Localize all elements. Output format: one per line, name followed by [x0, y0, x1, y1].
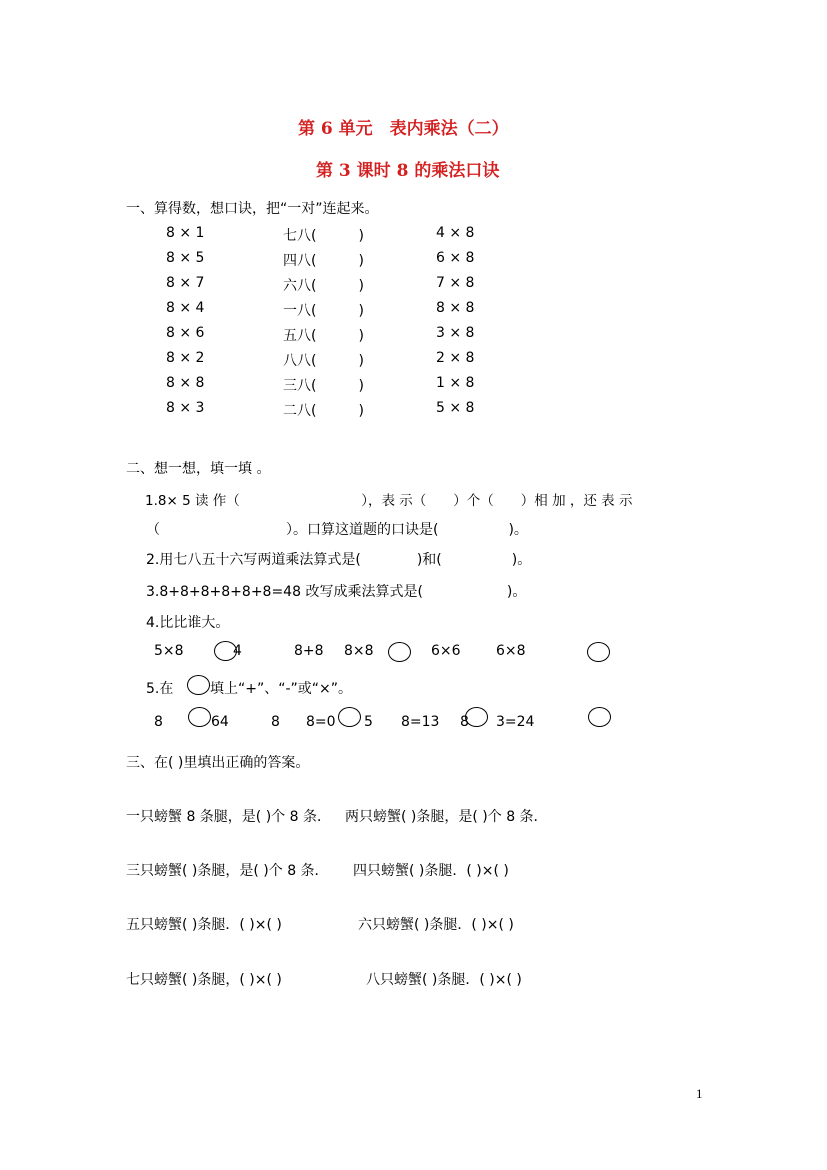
section-2-heading: 二、想一想，填一填 。 [126, 461, 271, 477]
crab-question: 七只螃蟹( )条腿，( )×( ) [126, 972, 282, 988]
question-2: 2.用七八五十六写两道乘法算式是( )和( )。 [146, 552, 532, 568]
section-3-heading: 三、在( )里填出正确的答案。 [126, 755, 310, 771]
expression: 8 × 7 [166, 275, 205, 291]
operand: 8 [460, 714, 469, 730]
question-5-prefix: 5.在 [146, 681, 174, 697]
crab-question: 两只螃蟹( )条腿，是( )个 8 条． [345, 809, 548, 825]
lesson-subtitle: 第 3 课时 8 的乘法口诀 [316, 161, 500, 181]
question-1-line-2: （ ）。口算这道题的口诀是( )。 [146, 522, 528, 538]
section-1-heading: 一、算得数，想口诀，把“一对”连起来。 [126, 201, 379, 217]
compare-circle-blank[interactable] [388, 642, 411, 662]
example-circle [187, 675, 210, 695]
expression: 8 × 5 [166, 250, 205, 266]
verse-blank[interactable]: 三八( ) [283, 378, 364, 394]
expression: 8 × 6 [166, 325, 205, 341]
compare-term: 6×6 [431, 643, 461, 659]
verse-blank[interactable]: 四八( ) [283, 253, 364, 269]
operand: 5 [364, 714, 373, 730]
expression: 8 × 8 [436, 300, 475, 316]
crab-question: 三只螃蟹( )条腿，是( )个 8 条． [126, 863, 329, 879]
question-4: 4.比比谁大。 [146, 615, 230, 631]
expression: 3 × 8 [436, 325, 475, 341]
crab-question: 一只螃蟹 8 条腿，是( )个 8 条． [126, 809, 331, 825]
page-number: 1 [696, 1086, 703, 1101]
verse-blank[interactable]: 一八( ) [283, 303, 364, 319]
operand: 64 [211, 714, 229, 730]
question-1-line-1: 1.8× 5 读 作（ ），表 示（ ）个（ ）相 加 ，还 表 示 [145, 493, 633, 509]
crab-question: 五只螃蟹( )条腿．( )×( ) [126, 917, 282, 933]
verse-blank[interactable]: 五八( ) [283, 328, 364, 344]
expression: 1 × 8 [436, 375, 475, 391]
question-3: 3.8+8+8+8+8+8=48 改写成乘法算式是( )。 [146, 584, 527, 600]
expression: 4 × 8 [436, 225, 475, 241]
crab-question: 四只螃蟹( )条腿．( )×( ) [353, 863, 509, 879]
expression: 7 × 8 [436, 275, 475, 291]
operand: 3=24 [496, 714, 535, 730]
expression: 2 × 8 [436, 350, 475, 366]
expression: 8 × 1 [166, 225, 205, 241]
expression: 5 × 8 [436, 400, 475, 416]
expression: 8 × 3 [166, 400, 205, 416]
expression: 6 × 8 [436, 250, 475, 266]
question-5-suffix: 填上“+”、“-”或“×”。 [210, 681, 353, 697]
verse-blank[interactable]: 二八( ) [283, 403, 364, 419]
expression: 8 × 4 [166, 300, 205, 316]
crab-question: 六只螃蟹( )条腿．( )×( ) [358, 917, 514, 933]
operator-circle-blank[interactable] [338, 707, 361, 727]
compare-term: 8×8 [344, 643, 374, 659]
crab-question: 八只螃蟹( )条腿．( )×( ) [366, 972, 522, 988]
compare-term: 5×8 [154, 643, 184, 659]
compare-term: 6×8 [496, 643, 526, 659]
verse-blank[interactable]: 六八( ) [283, 278, 364, 294]
operand: 8=13 [401, 714, 440, 730]
operator-circle-blank[interactable] [188, 707, 211, 727]
compare-term: 8+8 [294, 643, 324, 659]
verse-blank[interactable]: 七八( ) [283, 228, 364, 244]
verse-blank[interactable]: 八八( ) [283, 353, 364, 369]
compare-term: 4 [233, 643, 242, 659]
operator-circle-blank[interactable] [465, 707, 488, 727]
compare-circle-blank[interactable] [587, 642, 610, 662]
operand: 8 [154, 714, 163, 730]
operand: 8 [271, 714, 280, 730]
expression: 8 × 2 [166, 350, 205, 366]
operand: 8=0 [306, 714, 336, 730]
page-title: 第 6 单元 表内乘法（二） [298, 119, 509, 139]
expression: 8 × 8 [166, 375, 205, 391]
operator-circle-blank[interactable] [588, 707, 611, 727]
